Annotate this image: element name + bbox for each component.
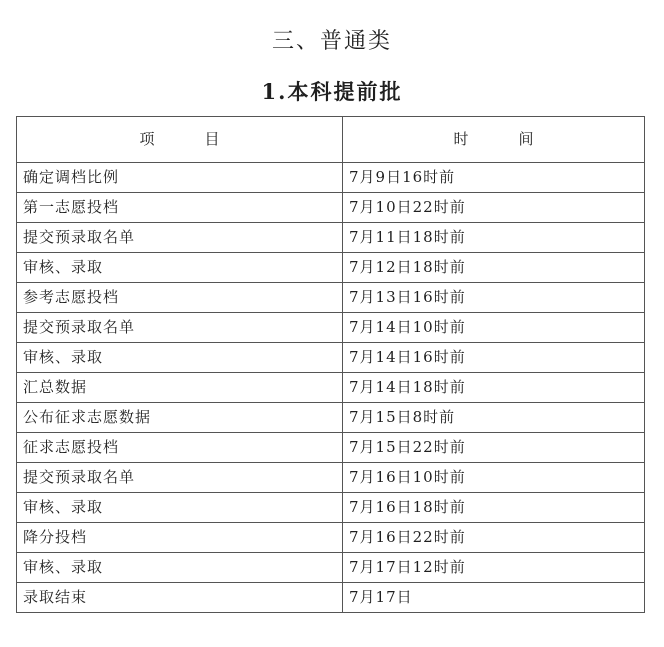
time-cell: 7月17日12时前	[343, 553, 645, 583]
item-cell: 提交预录取名单	[17, 463, 343, 493]
item-cell: 审核、录取	[17, 553, 343, 583]
schedule-table	[16, 116, 645, 613]
table-row	[17, 163, 645, 193]
time-cell: 7月14日10时前	[343, 313, 645, 343]
table-row	[17, 283, 645, 313]
time-cell: 7月9日16时前	[343, 163, 645, 193]
table-row	[17, 463, 645, 493]
table-row	[17, 343, 645, 373]
time-cell: 7月15日8时前	[343, 403, 645, 433]
time-cell: 7月10日22时前	[343, 193, 645, 223]
table-row	[17, 223, 645, 253]
item-cell: 确定调档比例	[17, 163, 343, 193]
time-cell: 7月16日22时前	[343, 523, 645, 553]
table-row	[17, 253, 645, 283]
item-cell: 审核、录取	[17, 343, 343, 373]
item-cell: 提交预录取名单	[17, 223, 343, 253]
column-header-item: 项目	[17, 117, 343, 163]
item-cell: 录取结束	[17, 583, 343, 613]
time-cell: 7月15日22时前	[343, 433, 645, 463]
sub-title: 1.本科提前批	[261, 79, 403, 104]
column-header-time: 时间	[343, 117, 645, 163]
section-title: 三、普通类	[271, 29, 392, 54]
item-cell: 审核、录取	[17, 253, 343, 283]
table-row	[17, 313, 645, 343]
item-cell: 审核、录取	[17, 493, 343, 523]
item-cell: 公布征求志愿数据	[17, 403, 343, 433]
table-row	[17, 373, 645, 403]
table-row	[17, 553, 645, 583]
item-cell: 汇总数据	[17, 373, 343, 403]
item-cell: 降分投档	[17, 523, 343, 553]
time-cell: 7月16日10时前	[343, 463, 645, 493]
time-cell: 7月16日18时前	[343, 493, 645, 523]
table-header-row	[17, 117, 645, 163]
time-cell: 7月17日	[343, 583, 645, 613]
item-cell: 征求志愿投档	[17, 433, 343, 463]
item-cell: 第一志愿投档	[17, 193, 343, 223]
table-row	[17, 193, 645, 223]
time-cell: 7月11日18时前	[343, 223, 645, 253]
time-cell: 7月13日16时前	[343, 283, 645, 313]
item-cell: 参考志愿投档	[17, 283, 343, 313]
time-cell: 7月14日18时前	[343, 373, 645, 403]
table-row	[17, 583, 645, 613]
time-cell: 7月14日16时前	[343, 343, 645, 373]
table-row	[17, 433, 645, 463]
item-cell: 提交预录取名单	[17, 313, 343, 343]
time-cell: 7月12日18时前	[343, 253, 645, 283]
table-row	[17, 523, 645, 553]
table-row	[17, 493, 645, 523]
table-row	[17, 403, 645, 433]
